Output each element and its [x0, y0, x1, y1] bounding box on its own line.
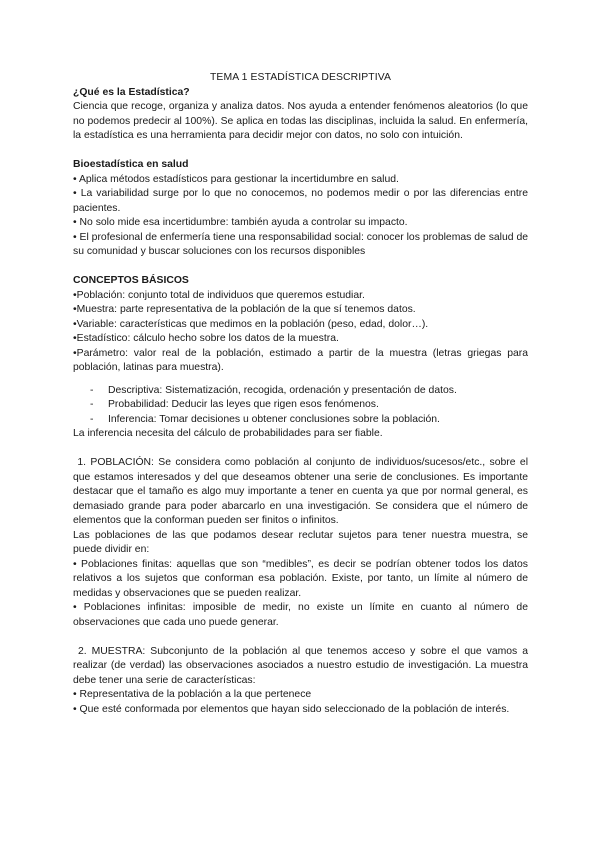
bullet-poblaciones-finitas: • Poblaciones finitas: aquellas que son “medibles”, es decir se podrían obtener todos los datos relativos a los sujetos que conforman esa población. Existe, por tanto, un límite al número de medidas y observaciones que se pueden realizar. [73, 558, 528, 599]
concept-poblacion: •Población: conjunto total de individuos que queremos estudiar. [73, 289, 365, 301]
bullet-bioestadistica-4: • El profesional de enfermería tiene una responsabilidad social: conocer los problemas de salud de su comunidad y buscar soluciones con los recursos disponibles [73, 231, 528, 257]
concept-variable: •Variable: características que medimos en la población (peso, edad, dolor…). [73, 318, 429, 330]
list-item-inferencia: - Inferencia: Tomar decisiones u obtener conclusiones sobre la población. [90, 413, 440, 425]
bullet-bioestadistica-3: • No solo mide esa incertidumbre: también ayuda a controlar su impacto. [73, 217, 408, 228]
bullet-bioestadistica-1: • Aplica métodos estadísticos para gestionar la incertidumbre en salud. [73, 173, 399, 185]
section-heading-que-es: ¿Qué es la Estadística? [73, 86, 190, 98]
paragraph-poblacion: 1. POBLACIÓN: Se considera como población al conjunto de individuos/sucesos/etc., sobre el que estamos interesados y del que deseamos obtener una serie de conclusiones. Es importante destacar que el tamaño es algo muy importante a tener en cuenta ya que por normal general, es demasiado grande para poder abarcarlo en una investigación. Se considera que el número de elementos que la conforman pueden ser finitos o infinitos. [73, 457, 531, 526]
document-title: TEMA 1 ESTADÍSTICA DESCRIPTIVA [209, 72, 392, 83]
bullet-muestra-seleccion: • Que esté conformada por elementos que hayan sido seleccionado de la población de interés. [73, 703, 510, 715]
concept-parametro: •Parámetro: valor real de la población, estimado a partir de la muestra (letras griegas para población, latinas para muestra). [73, 347, 528, 373]
document-content [73, 71, 531, 717]
section-heading-conceptos: CONCEPTOS BÁSICOS [73, 275, 189, 286]
list-item-probabilidad: - Probabilidad: Deducir las leyes que rigen esos fenómenos. [90, 399, 379, 410]
list-item-descriptiva: - Descriptiva: Sistematización, recogida, ordenación y presentación de datos. [90, 384, 457, 396]
bullet-bioestadistica-2: • La variabilidad surge por lo que no conocemos, no podemos medir o por las diferencias entre pacientes. [73, 188, 528, 214]
inference-note: La inferencia necesita del cálculo de probabilidades para ser fiable. [73, 428, 383, 439]
branches-list [73, 384, 528, 428]
bullet-muestra-representativa: • Representativa de la población a la que pertenece [73, 689, 312, 700]
paragraph-que-es: Ciencia que recoge, organiza y analiza datos. Nos ayuda a entender fenómenos aleatorios (lo que no podemos predecir al 100%). Se aplica en todas las disciplinas, incluida la salud. En enfermería, la estadística es una herramienta para decidir mejor con datos, no solo con intuición. [73, 101, 528, 141]
bullet-poblaciones-infinitas: • Poblaciones infinitas: imposible de medir, no existe un límite en cuanto al número de observaciones que cada uno puede generar. [73, 602, 528, 628]
concept-estadistico: •Estadístico: cálculo hecho sobre los datos de la muestra. [73, 333, 339, 344]
section-heading-bioestadistica: Bioestadística en salud [73, 159, 189, 170]
paragraph-muestra: 2. MUESTRA: Subconjunto de la población al que tenemos acceso y sobre el que vamos a realizar (de verdad) las observaciones asociados a nuestro estudio de investigación. La muestra debe tener una serie de características: [73, 645, 531, 686]
paragraph-poblaciones-division: Las poblaciones de las que podamos desear reclutar sujetos para tener nuestra muestra, se puede dividir en: [73, 529, 528, 555]
concept-muestra: •Muestra: parte representativa de la población de la que sí tenemos datos. [73, 304, 416, 315]
